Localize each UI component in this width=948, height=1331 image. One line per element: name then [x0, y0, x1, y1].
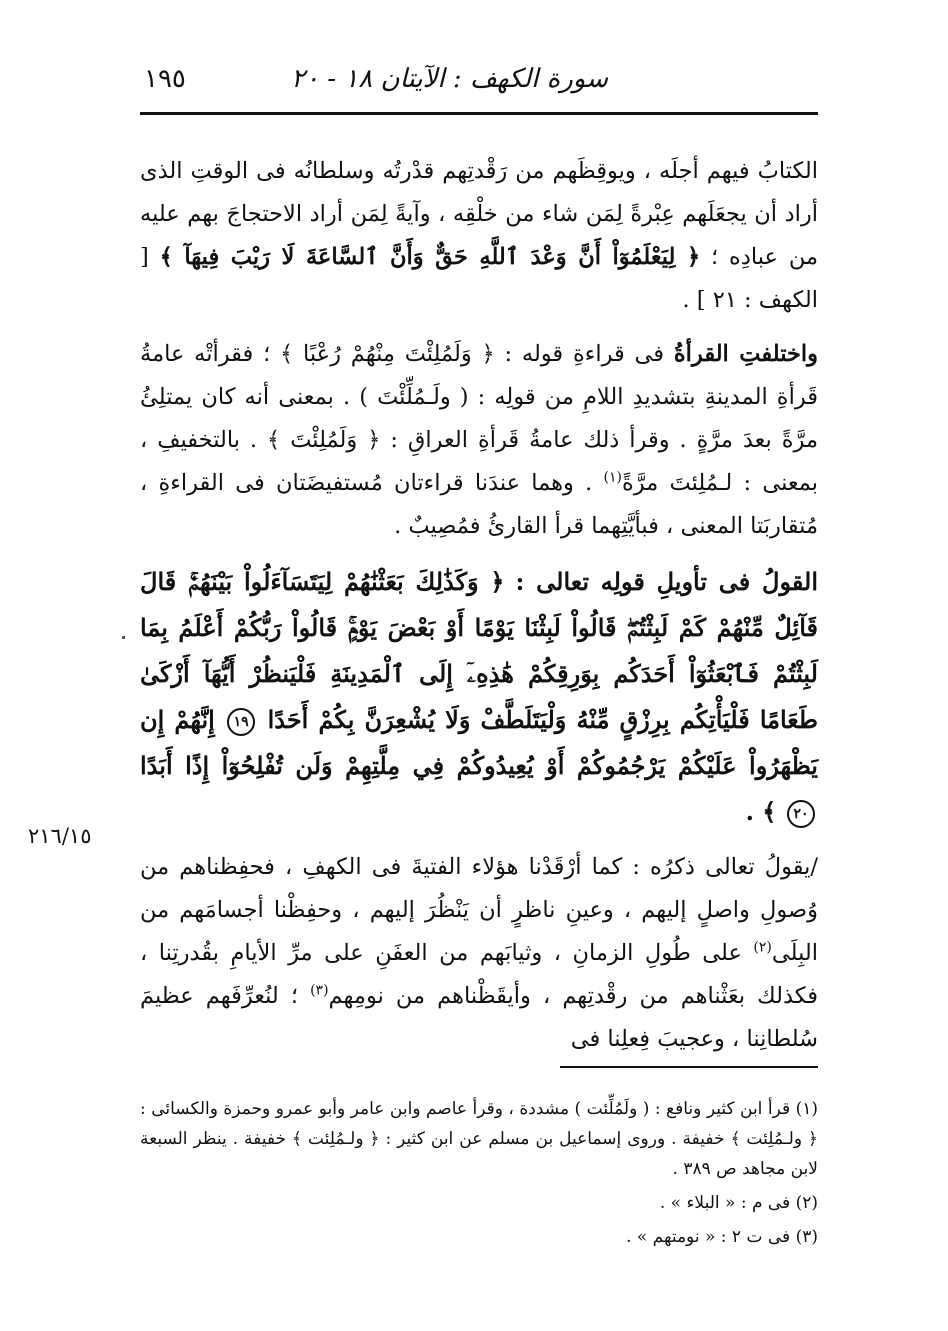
paragraph-2-text: فى قراءةِ قوله : ﴿ وَلَمُلِئْتَ مِنْهُمْ رُعْبًا ﴾ ؛ فقرأتْه عامةُ قَرأةِ المدينةِ بتشديدِ اللامِ من قولِه : ( ولَـمُلِّئْتَ ) . بمعنى أنه كان يمتلِئُ مرَّةً بعدَ مرَّةٍ . وقرأ ذلك عامةُ قَرأةِ العراقِ : ﴿ وَلَمُلِئْتَ ﴾ . بالتخفيفِ ، بمعنى : لـمُلِئتَ مرَّةً: [140, 341, 819, 496]
quran-verses-continued: إِنَّهُمْ إِن يَظْهَرُواْ عَلَيْكُمْ يَرْجُمُوكُمْ أَوْ يُعِيدُوكُمْ فِي مِلَّتِهِمْ وَلَن تُفْلِحُوٓاْ إِذًا أَبَدًا: [140, 705, 818, 780]
paragraph-1: [140, 150, 818, 322]
verse-number-20: ٢٠: [787, 800, 815, 828]
footnote-ref-1: (١): [603, 469, 622, 486]
quran-close: ﴾ .: [745, 797, 777, 826]
margin-reference: ٢١٦/١٥: [28, 824, 92, 848]
paragraph-4-text-c: ؛ لنُعرِّفَهم عظيمَ سُلطانِنا ، وعجيبَ فِعلِنا فى: [140, 983, 818, 1052]
footnote-2: (٢) فى م : « البلاء » .: [659, 1193, 818, 1213]
footnote-ref-2: (٢): [753, 939, 772, 956]
quran-verses: ﴿ وَكَذَٰلِكَ بَعَثْنَٰهُمْ لِيَتَسَآءَلُواْ بَيْنَهُمْۚ قَالَ قَآئِلٌ مِّنْهُمْ كَمْ لَبِثْتُمْۖ قَالُواْ لَبِثْنَا يَوْمًا أَوْ بَعْضَ يَوْمٍۚ قَالُواْ رَبُّكُمْ أَعْلَمُ بِمَا لَبِثْتُمْ فَٱبْعَثُوٓاْ أَحَدَكُم بِوَرِقِكُمْ هَٰذِهِۦٓ إِلَى ٱلْمَدِينَةِ فَلْيَنظُرْ أَيُّهَآ أَزْكَىٰ طَعَامًا فَلْيَأْتِكُم بِرِزْقٍ مِّنْهُ وَلْيَتَلَطَّفْ وَلَا يُشْعِرَنَّ بِكُمْ أَحَدًا: [140, 567, 818, 734]
main-text: [140, 150, 818, 1061]
verse-number-19: ١٩: [227, 708, 255, 736]
running-title: سورة الكهف : الآيتان ١٨ - ٢٠: [291, 64, 608, 94]
footnote-3: (٣) فى ت ٢ : « نومتهم » .: [626, 1227, 818, 1247]
paragraph-4-text-a: /يقولُ تعالى ذكرُه : كما أرْقَدْنا هؤلاء الفتيةَ فى الكهفِ ، فحفِظناهم من وُصولِ واصلٍ إليهم ، وعينِ ناظرٍ أن يَنْظُرَ إليهم ، وحفِظْنا أجسامَهم من البِلَى: [140, 854, 818, 966]
running-header: [140, 60, 818, 102]
header-rule: [140, 112, 818, 115]
paragraph-3: [140, 559, 818, 835]
page-number: ١٩٥: [144, 64, 186, 94]
quran-quote: ﴿ لِيَعْلَمُوٓاْ أَنَّ وَعْدَ ٱللَّهِ حَقٌّ وَأَنَّ ٱلسَّاعَةَ لَا رَيْبَ فِيهَآ ﴾: [159, 244, 701, 270]
footnotes: [140, 1094, 818, 1256]
footnote-rule: [560, 1066, 818, 1068]
paragraph-2: [140, 333, 818, 548]
paragraph-4-text-b: على طُولِ الزمانِ ، وثيابَهم من العفَنِ على مرِّ الأيامِ بقُدرتِنا ، فكذلك بعَثْناهم من رقْدتِهم ، وأيقَظْناهم من نومِهم: [140, 940, 818, 1009]
paragraph-2-end: . وهما عندَنا قراءتان مُستفيضَتان فى القراءةِ ، مُتقاربَتا المعنى ، فبأيَّتِهما قرأ القارئُ فمُصِيبٌ .: [140, 470, 818, 539]
footnote-1: (١) قرأ ابن كثير ونافع : ( ولَمُلِّئت ) مشددة ، وقرأ عاصم وابن عامر وأبو عمرو وحمزة والكسائى : ﴿ ولـمُلِئت ﴾ خفيفة . وروى إسماعيل بن مسلم عن ابن كثير : ﴿ ولـمُلِئت ﴾ خفيفة . ينظر السبعة لابن مجاهد ص ٣٨٩ .: [140, 1099, 818, 1179]
stray-mark: [122, 636, 125, 639]
paragraph-4: [140, 846, 818, 1061]
quran-reference: [ الكهف : ٢١ ] .: [140, 244, 818, 313]
footnote-ref-3: (٣): [310, 982, 329, 999]
paragraph-3-lead: القولُ فى تأويلِ قولِه تعالى :: [515, 567, 818, 596]
paragraph-2-lead: واختلفتِ القرأةُ: [673, 341, 819, 367]
paragraph-1-text: الكتابُ فيهم أجلَه ، ويوقِظَهم من رَقْدتِهم قدْرتُه وسلطانُه فى الوقتِ الذى أراد أن يجعَلَهم عِبْرةً لِمَن شاء من خلْقِه ، وآيةً لِمَن أراد الاحتجاجَ بهم عليه من عبادِه ؛: [140, 158, 818, 270]
